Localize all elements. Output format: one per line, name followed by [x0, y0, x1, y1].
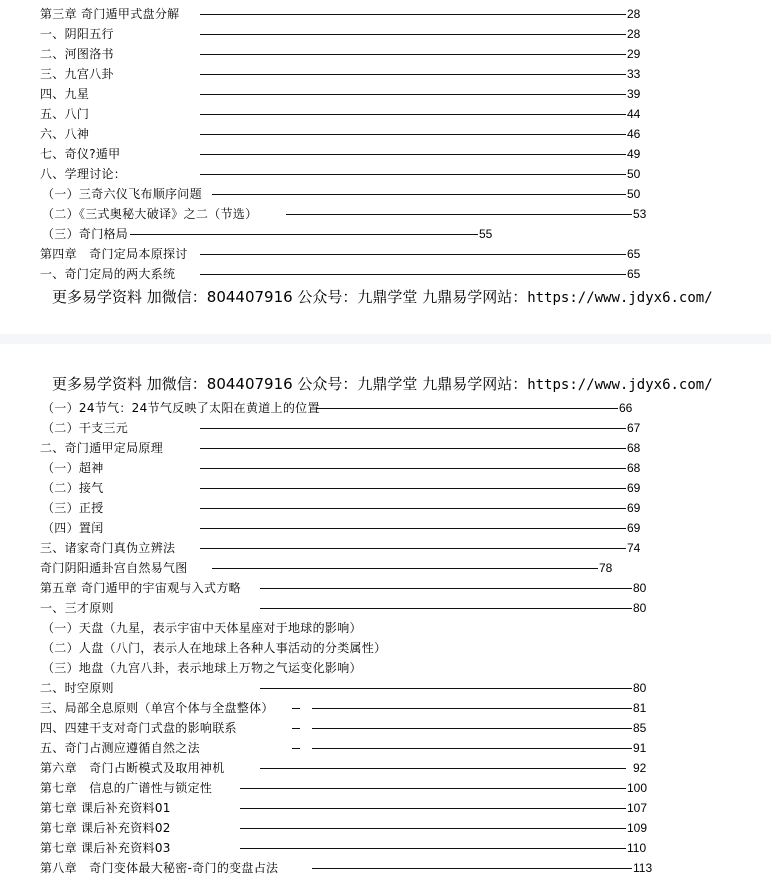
- toc-entry[interactable]: [0, 518, 771, 538]
- toc-page-number: 28: [627, 27, 641, 41]
- toc-entry[interactable]: [0, 204, 771, 224]
- toc-entry[interactable]: [0, 618, 771, 638]
- toc-page-number: 44: [627, 107, 641, 121]
- toc-entry[interactable]: [0, 478, 771, 498]
- toc-page-number: 113: [633, 861, 653, 875]
- toc-leader-line: [312, 708, 632, 709]
- toc-page-number: 69: [627, 481, 641, 495]
- toc-entry[interactable]: [0, 538, 771, 558]
- toc-leader-line: [200, 174, 626, 175]
- toc-entry[interactable]: [0, 224, 771, 244]
- toc-leader-dash: [292, 748, 300, 749]
- toc-page-number: 78: [599, 561, 613, 575]
- toc-leader-line: [200, 154, 626, 155]
- toc-page-number: 65: [627, 267, 641, 281]
- toc-page-number: 33: [627, 67, 641, 81]
- toc-leader-line: [260, 588, 632, 589]
- toc-page-number: 100: [627, 781, 648, 795]
- toc-leader-line: [200, 14, 626, 15]
- toc-entry-title: 第三章 奇门遁甲式盘分解: [40, 7, 180, 21]
- toc-entry[interactable]: [0, 498, 771, 518]
- toc-entry[interactable]: [0, 638, 771, 658]
- toc-page-number: 74: [627, 541, 641, 555]
- toc-entry[interactable]: [0, 4, 771, 24]
- toc-entry[interactable]: [0, 678, 771, 698]
- toc-entry[interactable]: [0, 164, 771, 184]
- toc-entry[interactable]: [0, 558, 771, 578]
- toc-entry[interactable]: [0, 758, 771, 778]
- toc-page-number: 29: [627, 47, 641, 61]
- toc-entry-title: 二、奇门遁甲定局原理: [40, 441, 164, 455]
- toc-entry[interactable]: [0, 658, 771, 678]
- toc-leader-line: [312, 868, 632, 869]
- toc-leader-line: [200, 528, 626, 529]
- toc-entry-title: （二）接气: [42, 481, 104, 495]
- toc-leader-line: [260, 688, 632, 689]
- toc-entry-title: （二）人盘（八门，表示人在地球上各种人事活动的分类属性）: [42, 641, 387, 655]
- toc-entry-title: 第七章 信息的广谱性与锁定性: [40, 781, 213, 795]
- toc-entry-title: 一、阴阳五行: [40, 27, 114, 41]
- toc-entry[interactable]: [0, 264, 771, 284]
- toc-page-number: 68: [627, 441, 641, 455]
- toc-page-number: 65: [627, 247, 641, 261]
- toc-entry-title: （二）干支三元: [42, 421, 129, 435]
- document-page-2: [0, 344, 771, 877]
- toc-leader-line: [260, 768, 626, 769]
- toc-page-number: 91: [633, 741, 647, 755]
- toc-leader-line: [316, 408, 618, 409]
- toc-page-number: 28: [627, 7, 641, 21]
- toc-entry[interactable]: [0, 698, 771, 718]
- toc-entry-title: 一、三才原则: [40, 601, 114, 615]
- toc-leader-line: [240, 808, 626, 809]
- toc-entry[interactable]: [0, 778, 771, 798]
- toc-page-number: 69: [627, 501, 641, 515]
- toc-entry-title: 六、八神: [40, 127, 90, 141]
- toc-page-number: 81: [633, 701, 647, 715]
- toc-entry[interactable]: [0, 458, 771, 478]
- toc-entry-title: （二）《三式奥秘大破译》之二（节选）: [42, 207, 258, 221]
- toc-leader-line: [200, 114, 626, 115]
- toc-leader-line: [200, 254, 626, 255]
- toc-leader-line: [286, 214, 632, 215]
- toc-entry-title: （三）奇门格局: [42, 227, 129, 241]
- toc-entry-title: 一、奇门定局的两大系统: [40, 267, 176, 281]
- toc-leader-line: [240, 788, 626, 789]
- toc-entry-title: 二、河图洛书: [40, 47, 114, 61]
- toc-entry-title: 四、四建干支对奇门式盘的影响联系: [40, 721, 237, 735]
- toc-entry[interactable]: [0, 798, 771, 818]
- toc-leader-line: [200, 34, 626, 35]
- toc-leader-line: [200, 448, 626, 449]
- document-page-1: [0, 0, 771, 334]
- toc-leader-line: [130, 234, 478, 235]
- toc-entry-title: 三、局部全息原则（单宫个体与全盘整体）: [40, 701, 274, 715]
- toc-entry-title: （一）超神: [42, 461, 104, 475]
- toc-entry-title: 五、奇门占测应遵循自然之法: [40, 741, 200, 755]
- toc-page-number: 50: [627, 167, 641, 181]
- watermark-url[interactable]: https://www.jdyx6.com/: [527, 290, 713, 306]
- toc-entry-title: 第四章 奇门定局本原探讨: [40, 247, 188, 261]
- toc-page-number: 49: [627, 147, 641, 161]
- toc-entry-title: 四、九星: [40, 87, 90, 101]
- toc-entry-title: 第五章 奇门遁甲的宇宙观与入式方略: [40, 581, 241, 595]
- toc-entry-title: 八、学理讨论：: [40, 167, 127, 181]
- toc-entry[interactable]: [0, 418, 771, 438]
- toc-entry[interactable]: [0, 64, 771, 84]
- watermark-header: [52, 374, 713, 395]
- toc-entry-title: 第七章 课后补充资料03: [40, 841, 171, 855]
- toc-entry[interactable]: [0, 598, 771, 618]
- toc-leader-line: [240, 828, 626, 829]
- toc-leader-line: [312, 728, 632, 729]
- toc-entry[interactable]: [0, 858, 771, 878]
- toc-page-number: 80: [633, 601, 647, 615]
- toc-page-number: 55: [479, 227, 493, 241]
- toc-leader-line: [200, 74, 626, 75]
- toc-entry[interactable]: [0, 104, 771, 124]
- toc-page-number: 46: [627, 127, 641, 141]
- toc-entry-title: 第六章 奇门占断模式及取用神机: [40, 761, 225, 775]
- toc-leader-dash: [292, 708, 300, 709]
- page-separator: [0, 334, 771, 344]
- toc-leader-line: [212, 194, 626, 195]
- toc-leader-line: [200, 548, 626, 549]
- toc-leader-line: [200, 468, 626, 469]
- toc-entry-title: 第八章 奇门变体最大秘密-奇门的变盘占法: [40, 861, 279, 875]
- toc-page-number: 68: [627, 461, 641, 475]
- toc-page-number: 66: [619, 401, 633, 415]
- toc-entry-title: （一）天盘（九星，表示宇宙中天体星座对于地球的影响）: [42, 621, 362, 635]
- toc-page-number: 85: [633, 721, 647, 735]
- toc-page-number: 67: [627, 421, 641, 435]
- toc-entry-title: （四）置闰: [42, 521, 104, 535]
- watermark-text: 更多易学资料 加微信：804407916 公众号：九鼎学堂 九鼎易学网站：: [52, 375, 528, 393]
- toc-leader-line: [200, 134, 626, 135]
- toc-page-number: 80: [633, 581, 647, 595]
- toc-entry-title: （一）24节气：24节气反映了太阳在黄道上的位置: [42, 401, 320, 415]
- toc-entry[interactable]: [0, 838, 771, 858]
- toc-entry[interactable]: [0, 184, 771, 204]
- toc-entry[interactable]: [0, 24, 771, 44]
- toc-entry-title: 七、奇仪?遁甲: [40, 147, 121, 161]
- toc-entry[interactable]: [0, 398, 771, 418]
- toc-page-number: 69: [627, 521, 641, 535]
- toc-entry[interactable]: [0, 144, 771, 164]
- toc-leader-line: [200, 274, 626, 275]
- toc-entry-title: （三）正授: [42, 501, 104, 515]
- toc-leader-line: [312, 748, 632, 749]
- toc-entry[interactable]: [0, 438, 771, 458]
- toc-page-number: 53: [633, 207, 647, 221]
- toc-leader-line: [212, 568, 598, 569]
- toc-leader-dash: [292, 728, 300, 729]
- toc-leader-line: [200, 54, 626, 55]
- toc-leader-line: [200, 94, 626, 95]
- toc-page-number: 39: [627, 87, 641, 101]
- toc-page-number: 80: [633, 681, 647, 695]
- toc-entry-title: （三）地盘（九宫八卦，表示地球上万物之气运变化影响）: [42, 661, 362, 675]
- toc-entry-title: 第七章 课后补充资料01: [40, 801, 171, 815]
- toc-entry-title: 第七章 课后补充资料02: [40, 821, 171, 835]
- toc-entry-title: 三、九宫八卦: [40, 67, 114, 81]
- toc-page-number: 109: [627, 821, 648, 835]
- toc-entry[interactable]: [0, 578, 771, 598]
- toc-entry[interactable]: [0, 244, 771, 264]
- toc-leader-line: [260, 608, 632, 609]
- toc-page-number: 92: [633, 761, 647, 775]
- toc-entry-title: 三、诸家奇门真伪立辨法: [40, 541, 176, 555]
- toc-entry[interactable]: [0, 84, 771, 104]
- toc-entry[interactable]: [0, 738, 771, 758]
- toc-leader-line: [200, 488, 626, 489]
- toc-entry[interactable]: [0, 818, 771, 838]
- toc-entry-title: 二、时空原则: [40, 681, 114, 695]
- toc-page-number: 107: [627, 801, 648, 815]
- watermark-footer: [52, 287, 713, 308]
- toc-entry-title: 五、八门: [40, 107, 90, 121]
- toc-entry[interactable]: [0, 124, 771, 144]
- toc-leader-line: [200, 428, 626, 429]
- toc-page-number: 50: [627, 187, 641, 201]
- watermark-url[interactable]: https://www.jdyx6.com/: [527, 377, 713, 393]
- toc-entry[interactable]: [0, 44, 771, 64]
- toc-page-number: 110: [627, 841, 647, 855]
- watermark-text: 更多易学资料 加微信：804407916 公众号：九鼎学堂 九鼎易学网站：: [52, 288, 528, 306]
- toc-entry-title: 奇门阴阳遁卦宫自然易气图: [40, 561, 188, 575]
- toc-leader-line: [200, 508, 626, 509]
- toc-leader-line: [240, 848, 626, 849]
- toc-entry-title: （一）三奇六仪飞布顺序问题: [42, 187, 202, 201]
- toc-entry[interactable]: [0, 718, 771, 738]
